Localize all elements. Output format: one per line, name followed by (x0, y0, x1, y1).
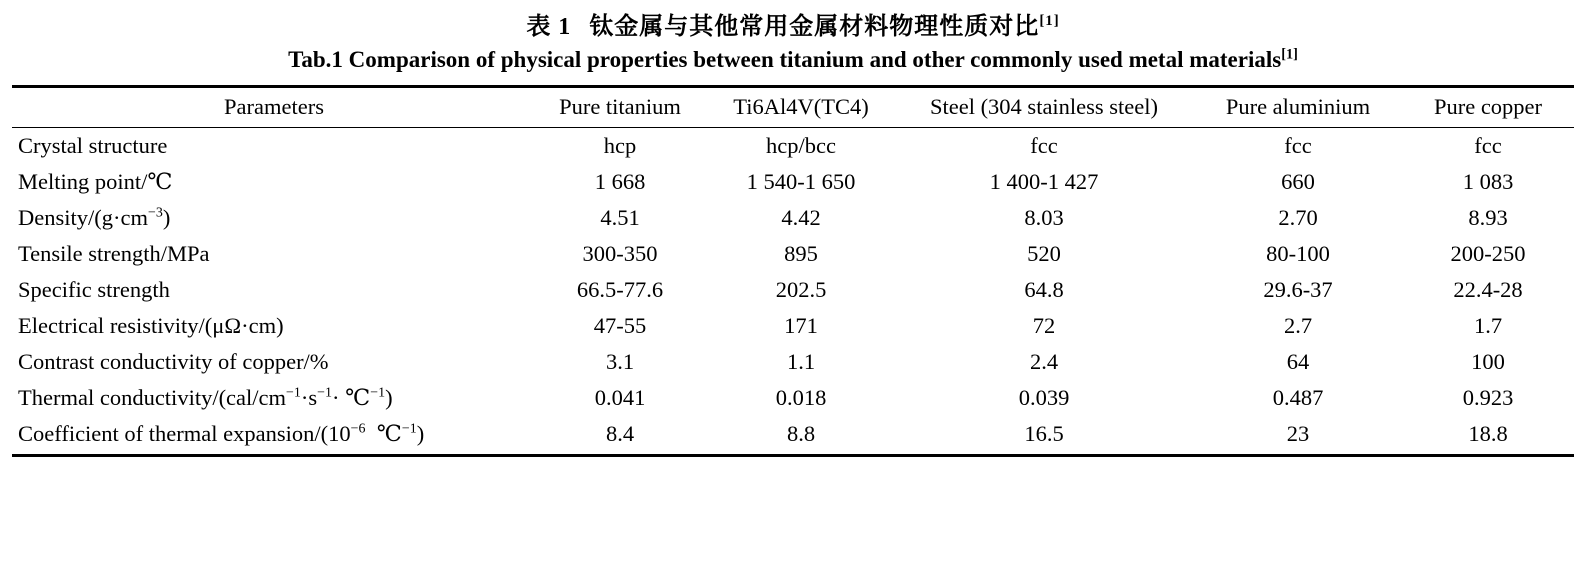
table-cell-value: 2.7 (1283, 312, 1313, 338)
table-cell-value: 1.1 (786, 348, 816, 374)
table-cell-parameter: Thermal conductivity/($cal/cm^{-1}\cdot s^{-1}\cdot$ ℃$^{-1}$) (18, 384, 393, 410)
table-cell-value: 72 (1032, 312, 1056, 338)
table-cell-parameter: Contrast conductivity of copper/% (18, 348, 329, 374)
caption-english-text: Tab.1 Comparison of physical properties between titanium and other commonly used metal materials (288, 47, 1282, 72)
table-cell-parameter: Electrical resistivity/(μΩ·cm) (18, 312, 284, 338)
table-cell-value: 4.51 (600, 204, 640, 230)
table-cell-value: hcp/bcc (766, 132, 836, 158)
table-cell-value: 171 (784, 312, 818, 338)
table-cell-value: 520 (1027, 240, 1061, 266)
column-header-ti6al4v: Ti6Al4V(TC4) (708, 86, 894, 127)
table-cell-value: 1.7 (1473, 312, 1503, 338)
table-cell-value: 2.70 (1278, 204, 1318, 230)
table-cell-value: 8.93 (1468, 204, 1508, 230)
table-cell-value: 1 668 (594, 168, 646, 194)
caption-chinese-label: 表 1 (526, 14, 572, 40)
table-cell-value: 3.1 (605, 348, 635, 374)
table-row (12, 344, 1574, 380)
table-cell-value: 22.4-28 (1453, 276, 1523, 302)
table-header (12, 86, 1574, 127)
table-cell-value: fcc (1474, 132, 1502, 158)
table-cell-value: 29.6-37 (1263, 276, 1333, 302)
table-row (12, 127, 1574, 164)
table-cell-value: 18.8 (1402, 416, 1574, 456)
caption-english-reference: [1] (1281, 46, 1298, 63)
table-cell-value: 8.8 (708, 416, 894, 456)
table-header-row (12, 86, 1574, 127)
table-cell-value: 23 (1194, 416, 1402, 456)
table-cell-parameter: Tensile strength/MPa (18, 240, 210, 266)
table-body (12, 127, 1574, 455)
table-cell-parameter: Specific strength (18, 276, 170, 302)
table-cell-value: 200-250 (1450, 240, 1526, 266)
caption-chinese (12, 12, 1574, 42)
properties-table (12, 85, 1574, 457)
table-cell-value: 1 400-1 427 (989, 168, 1099, 194)
table-row (12, 164, 1574, 200)
table-cell-value: 0.923 (1462, 384, 1514, 410)
table-row (12, 272, 1574, 308)
caption-chinese-text: 钛金属与其他常用金属材料物理性质对比 (589, 14, 1040, 40)
column-header-pure-aluminium: Pure aluminium (1194, 86, 1402, 127)
table-row (12, 200, 1574, 236)
table-cell-value: 0.041 (594, 384, 646, 410)
table-cell-value: fcc (1030, 132, 1058, 158)
column-header-pure-copper: Pure copper (1402, 86, 1574, 127)
table-cell-value: 16.5 (894, 416, 1194, 456)
table-cell-parameter: Melting point/℃ (18, 168, 173, 194)
table-cell-value: 100 (1471, 348, 1505, 374)
table-cell-value: 0.018 (775, 384, 827, 410)
column-header-steel: Steel (304 stainless steel) (894, 86, 1194, 127)
table-cell-value: 300-350 (582, 240, 658, 266)
table-cell-value: 2.4 (1029, 348, 1059, 374)
table-cell-parameter: Density/$(g\cdot cm^{-3})$ (18, 204, 171, 230)
table-cell-value: 4.42 (781, 204, 821, 230)
table-cell-value: hcp (603, 132, 637, 158)
table-row (12, 416, 1574, 456)
table-cell-value: 1 540-1 650 (746, 168, 856, 194)
column-header-pure-titanium: Pure titanium (532, 86, 708, 127)
table-cell-value: 895 (784, 240, 818, 266)
table-cell-value: 0.039 (1018, 384, 1070, 410)
column-header-parameters: Parameters (12, 86, 532, 127)
table-cell-parameter: Crystal structure (18, 132, 168, 158)
table-cell-parameter: Coefficient of thermal expansion/($10^{-6}$ ℃$^{-1}$) (12, 416, 532, 456)
table-cell-value: 66.5-77.6 (576, 276, 664, 302)
table-cell-value: 47-55 (593, 312, 647, 338)
table-cell-value: 64.8 (1024, 276, 1064, 302)
table-cell-value: 8.03 (1024, 204, 1064, 230)
table-cell-value: 1 083 (1462, 168, 1514, 194)
table-cell-value: 80-100 (1266, 240, 1330, 266)
caption-chinese-reference: [1] (1039, 13, 1060, 29)
table-row (12, 308, 1574, 344)
table-row (12, 236, 1574, 272)
table-cell-value: 0.487 (1272, 384, 1324, 410)
table-cell-value: fcc (1284, 132, 1312, 158)
table-cell-value: 8.4 (532, 416, 708, 456)
table-cell-value: 64 (1286, 348, 1310, 374)
table-row (12, 380, 1574, 416)
caption-english (12, 46, 1574, 75)
table-cell-value: 660 (1281, 168, 1315, 194)
table-cell-value: 202.5 (775, 276, 827, 302)
